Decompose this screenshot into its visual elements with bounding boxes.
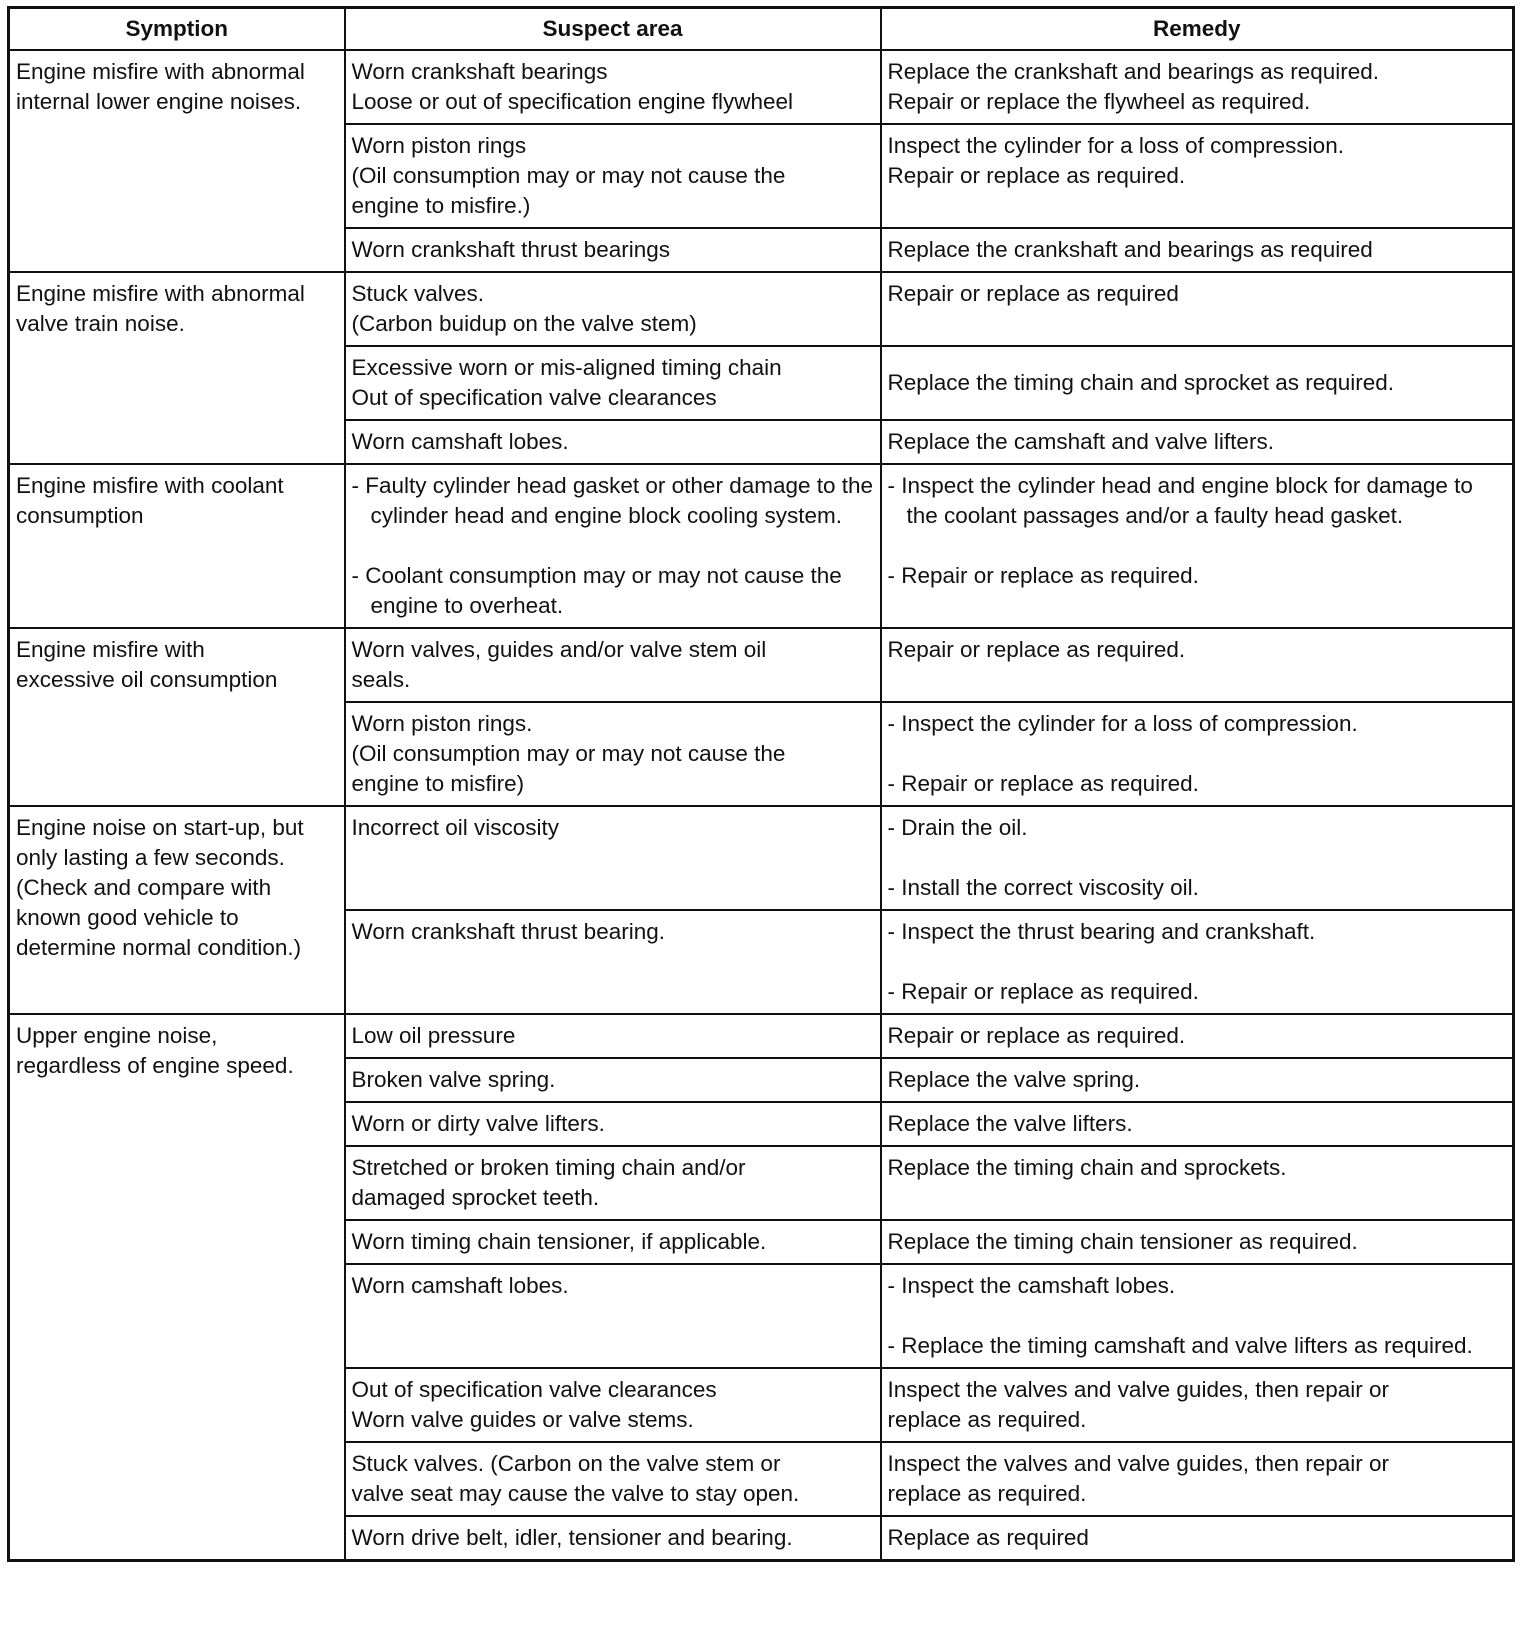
suspect-line: Worn crankshaft thrust bearing. [351,919,665,944]
suspect-line: damaged sprocket teeth. [351,1185,600,1210]
suspect-line: (Carbon buidup on the valve stem) [351,311,697,336]
remedy-cell [881,228,1514,272]
suspect-line: Stuck valves. (Carbon on the valve stem or [351,1451,781,1476]
symptom-line: (Check and compare with [16,875,272,900]
symptom-line: excessive oil consumption [16,667,278,692]
symptom-cell [9,464,345,628]
suspect-cell [345,1264,881,1368]
suspect-cell [345,910,881,1014]
remedy-bullet: - Drain the oil. [887,815,1028,840]
suspect-line: Low oil pressure [351,1023,516,1048]
remedy-cell [881,346,1514,420]
suspect-cell [345,702,881,806]
suspect-line: Worn drive belt, idler, tensioner and bearing. [351,1525,793,1550]
remedy-cell [881,806,1514,910]
remedy-cell [881,1146,1514,1220]
diagnosis-table [7,6,1515,1562]
remedy-bullet: - Repair or replace as required. [887,771,1199,796]
symptom-line: regardless of engine speed. [16,1053,294,1078]
remedy-line: Replace the crankshaft and bearings as required. [887,59,1380,84]
remedy-line: replace as required. [887,1481,1087,1506]
suspect-cell [345,1102,881,1146]
remedy-cell [881,420,1514,464]
symptom-cell [9,628,345,806]
suspect-cell [345,464,881,628]
table-row [9,1014,1514,1058]
suspect-cell [345,272,881,346]
remedy-line: Inspect the cylinder for a loss of compression. [887,133,1344,158]
suspect-cell [345,628,881,702]
header-remedy: Remedy [881,8,1514,51]
suspect-bullet: - Coolant consumption may or may not cause the engine to overheat. [351,563,842,618]
remedy-line: Replace the valve lifters. [887,1111,1133,1136]
suspect-line: Incorrect oil viscosity [351,815,560,840]
remedy-bullet: - Repair or replace as required. [887,979,1199,1004]
symptom-line: Engine misfire with [16,637,205,662]
suspect-line: Worn piston rings [351,133,527,158]
remedy-line: Repair or replace as required. [887,1023,1186,1048]
table-row [9,272,1514,346]
remedy-line: replace as required. [887,1407,1087,1432]
remedy-line: Repair or replace the flywheel as required. [887,89,1311,114]
remedy-line: Replace the timing chain and sprockets. [887,1155,1287,1180]
symptom-line: Upper engine noise, [16,1023,218,1048]
header-row [9,8,1514,51]
suspect-cell [345,1442,881,1516]
suspect-cell [345,806,881,910]
symptom-line: consumption [16,503,144,528]
remedy-cell [881,1264,1514,1368]
suspect-line: engine to misfire.) [351,193,531,218]
remedy-cell [881,628,1514,702]
suspect-line: Broken valve spring. [351,1067,556,1092]
symptom-cell [9,1014,345,1561]
remedy-line: Replace the timing chain tensioner as required. [887,1229,1358,1254]
remedy-bullet: - Inspect the thrust bearing and crankshaft. [887,919,1316,944]
suspect-line: Worn crankshaft bearings [351,59,608,84]
remedy-line: Replace the timing chain and sprocket as required. [887,370,1395,395]
suspect-line: Out of specification valve clearances [351,385,717,410]
suspect-line: valve seat may cause the valve to stay open. [351,1481,800,1506]
remedy-line: Replace as required [887,1525,1089,1550]
suspect-cell [345,1146,881,1220]
suspect-bullet: - Faulty cylinder head gasket or other damage to the cylinder head and engine block cooling system. [351,473,874,528]
suspect-line: Worn timing chain tensioner, if applicable. [351,1229,767,1254]
suspect-line: (Oil consumption may or may not cause the [351,163,786,188]
remedy-cell [881,1220,1514,1264]
table-row [9,806,1514,910]
remedy-line: Repair or replace as required. [887,163,1186,188]
remedy-cell [881,124,1514,228]
header-symptom: Symption [9,8,345,51]
suspect-line: seals. [351,667,411,692]
remedy-cell [881,702,1514,806]
symptom-line: internal lower engine noises. [16,89,302,114]
suspect-line: Worn valve guides or valve stems. [351,1407,694,1432]
suspect-cell [345,1058,881,1102]
suspect-line: Out of specification valve clearances [351,1377,717,1402]
suspect-line: Worn or dirty valve lifters. [351,1111,605,1136]
remedy-cell [881,1014,1514,1058]
suspect-cell [345,228,881,272]
suspect-cell [345,1014,881,1058]
suspect-line: Stretched or broken timing chain and/or [351,1155,746,1180]
remedy-line: Inspect the valves and valve guides, then repair or [887,1451,1390,1476]
symptom-line: valve train noise. [16,311,185,336]
suspect-cell [345,346,881,420]
suspect-cell [345,50,881,124]
remedy-bullet: - Inspect the cylinder head and engine block for damage to the coolant passages and/or a faulty head gasket. [887,473,1473,528]
suspect-cell [345,1516,881,1561]
remedy-cell [881,1058,1514,1102]
remedy-line: Repair or replace as required. [887,637,1186,662]
suspect-line: (Oil consumption may or may not cause the [351,741,786,766]
symptom-cell [9,806,345,1014]
table-row [9,50,1514,124]
remedy-line: Repair or replace as required [887,281,1179,306]
table-row [9,628,1514,702]
symptom-line: determine normal condition.) [16,935,302,960]
suspect-line: Worn piston rings. [351,711,533,736]
remedy-cell [881,910,1514,1014]
remedy-line: Replace the crankshaft and bearings as required [887,237,1373,262]
remedy-cell [881,50,1514,124]
suspect-line: Loose or out of specification engine flywheel [351,89,794,114]
suspect-line: Worn camshaft lobes. [351,429,569,454]
suspect-line: Stuck valves. [351,281,485,306]
remedy-bullet: - Replace the timing camshaft and valve lifters as required. [887,1333,1473,1358]
remedy-line: Inspect the valves and valve guides, then repair or [887,1377,1390,1402]
suspect-line: Worn valves, guides and/or valve stem oil [351,637,767,662]
remedy-line: Replace the camshaft and valve lifters. [887,429,1274,454]
suspect-cell [345,1368,881,1442]
symptom-line: Engine misfire with abnormal [16,281,305,306]
suspect-cell [345,124,881,228]
suspect-cell [345,1220,881,1264]
suspect-cell [345,420,881,464]
remedy-cell [881,1516,1514,1561]
symptom-line: Engine noise on start-up, but [16,815,304,840]
remedy-bullet: - Repair or replace as required. [887,563,1199,588]
suspect-line: engine to misfire) [351,771,525,796]
remedy-cell [881,1442,1514,1516]
symptom-line: known good vehicle to [16,905,239,930]
suspect-line: Worn camshaft lobes. [351,1273,569,1298]
remedy-line: Replace the valve spring. [887,1067,1141,1092]
remedy-cell [881,464,1514,628]
remedy-cell [881,272,1514,346]
remedy-cell [881,1102,1514,1146]
symptom-line: only lasting a few seconds. [16,845,285,870]
remedy-bullet: - Inspect the cylinder for a loss of compression. [887,711,1358,736]
symptom-cell [9,50,345,272]
table-row [9,464,1514,628]
symptom-line: Engine misfire with abnormal [16,59,305,84]
remedy-bullet: - Install the correct viscosity oil. [887,875,1199,900]
header-suspect-area: Suspect area [345,8,881,51]
remedy-bullet: - Inspect the camshaft lobes. [887,1273,1176,1298]
remedy-cell [881,1368,1514,1442]
symptom-line: Engine misfire with coolant [16,473,284,498]
suspect-line: Worn crankshaft thrust bearings [351,237,670,262]
symptom-cell [9,272,345,464]
suspect-line: Excessive worn or mis-aligned timing chain [351,355,782,380]
